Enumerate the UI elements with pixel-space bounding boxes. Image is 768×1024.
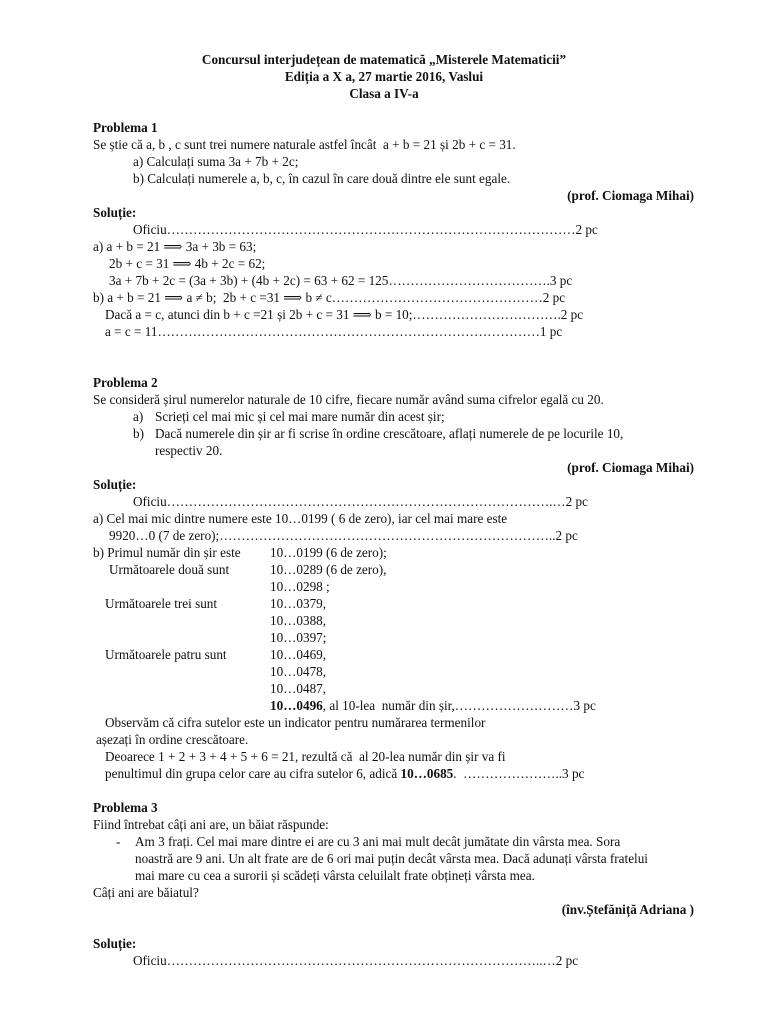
sequence-number: 10…0289 (6 de zero), [270,562,387,577]
tenth-number-note: , al 10-lea număr din șir,………………………3 pc [322,698,596,713]
observation-points: . …………………..3 pc [453,766,585,781]
problem-2-question-b: Dacă numerele din șir ar fi scrise în ordine crescătoare, aflați numerele de pe locurile 10, [155,426,624,441]
sequence-number-10 [270,698,596,714]
tenth-number: 10…0496 [270,698,323,713]
problem-1-heading: Problema 1 [93,120,158,135]
problem-1-solution-line: 3a + 7b + 2c = (3a + 3b) + (4b + 2c) = 63 + 62 = 125……………………………….3 pc [109,273,573,288]
problem-3-statement: Fiind întrebat câți ani are, un băiat răspunde: [93,817,329,832]
problem-2-solution-line: 9920…0 (7 de zero);…………………………………………………………………..2 pc [109,528,578,543]
sequence-label: Următoarele patru sunt [105,647,227,662]
problem-3-question: Câți ani are băiatul? [93,885,199,900]
dash-bullet: - [116,834,121,849]
sequence-label: b) Primul număr din șir este [93,545,241,560]
problem-3-quote: Am 3 frați. Cel mai mare dintre ei are cu 3 ani mai mult decât jumătate din vârsta mea. Sora [135,834,621,849]
problem-3-solution-line: Oficiu…………………………………………………………………………..…2 pc [133,953,579,968]
sequence-number: 10…0397; [270,630,327,645]
problem-2-solution-heading: Soluție: [93,477,137,492]
sequence-label: Următoarele trei sunt [105,596,218,611]
twentieth-number: 10…0685 [400,766,454,781]
problem-3-author: (înv.Ștefăniță Adriana ) [561,902,694,917]
observation-line: Deoarece 1 + 2 + 3 + 4 + 5 + 6 = 21, rezultă că al 20-lea număr din șir va fi [105,749,506,764]
problem-1-statement: Se știe că a, b , c sunt trei numere naturale astfel încât a + b = 21 și 2b + c = 31. [93,137,516,152]
problem-1-solution-line: b) a + b = 21 ⟹ a ≠ b; 2b + c =31 ⟹ b ≠ c…………………………………………2 pc [93,290,566,305]
problem-2-question-b-marker: b) [133,426,144,441]
sequence-number: 10…0388, [270,613,327,628]
observation-text: penultimul din grupa celor care au cifra sutelor 6, adică [105,766,401,781]
problem-2-statement: Se consideră șirul numerelor naturale de 10 cifre, fiecare număr având suma cifrelor egală cu 20. [93,392,604,407]
problem-2-heading: Problema 2 [93,375,158,390]
problem-2-question-b-cont: respectiv 20. [155,443,223,458]
sequence-number: 10…0199 (6 de zero); [270,545,387,560]
problem-2-solution-line: a) Cel mai mic dintre numere este 10…0199 ( 6 de zero), iar cel mai mare este [93,511,508,526]
observation-line: Observăm că cifra sutelor este un indicator pentru numărarea termenilor [105,715,486,730]
problem-2-author: (prof. Ciomaga Mihai) [567,460,694,475]
problem-3-solution-heading: Soluție: [93,936,137,951]
problem-2-question-a-marker: a) [133,409,144,424]
contest-grade: Clasa a IV-a [349,86,419,101]
problem-1-solution-line: Oficiu…………………………………………………………………………………2 pc [133,222,598,237]
problem-1-solution-line: Dacă a = c, atunci din b + c =21 și 2b + c = 31 ⟹ b = 10;…………………………….2 pc [105,307,584,322]
problem-1-solution-heading: Soluție: [93,205,137,220]
sequence-number: 10…0478, [270,664,327,679]
problem-3-quote: noastră are 9 ani. Un alt frate are de 6 ori mai puțin decât vârsta mea. Dacă adunați vârsta fratelui [135,851,648,866]
sequence-number: 10…0469, [270,647,327,662]
problem-2-solution-line: Oficiu…………………………………………………………………………….…2 pc [133,494,588,509]
problem-1-solution-line: a) a + b = 21 ⟹ 3a + 3b = 63; [93,239,257,254]
problem-1-author: (prof. Ciomaga Mihai) [567,188,694,203]
problem-3-heading: Problema 3 [93,800,158,815]
observation-line [105,766,584,782]
sequence-number: 10…0379, [270,596,327,611]
contest-title: Concursul interjudețean de matematică „Misterele Matematicii” [201,52,567,67]
sequence-label: Următoarele două sunt [109,562,230,577]
sequence-number: 10…0487, [270,681,327,696]
problem-1-solution-line: 2b + c = 31 ⟹ 4b + 2c = 62; [109,256,266,271]
problem-1-question-a: a) Calculați suma 3a + 7b + 2c; [133,154,299,169]
problem-1-solution-line: a = c = 11……………………………………………………………………………1 pc [105,324,563,339]
problem-1-question-b: b) Calculați numerele a, b, c, în cazul în care două dintre ele sunt egale. [133,171,511,186]
problem-3-quote: mai mare cu cea a surorii și scădeți vârsta celuilalt frate obțineți vârsta mea. [135,868,535,883]
sequence-number: 10…0298 ; [270,579,330,594]
observation-line: așezați în ordine crescătoare. [96,732,249,747]
problem-2-question-a: Scrieți cel mai mic și cel mai mare număr din acest șir; [155,409,445,424]
contest-edition: Ediția a X a, 27 martie 2016, Vaslui [284,69,484,84]
